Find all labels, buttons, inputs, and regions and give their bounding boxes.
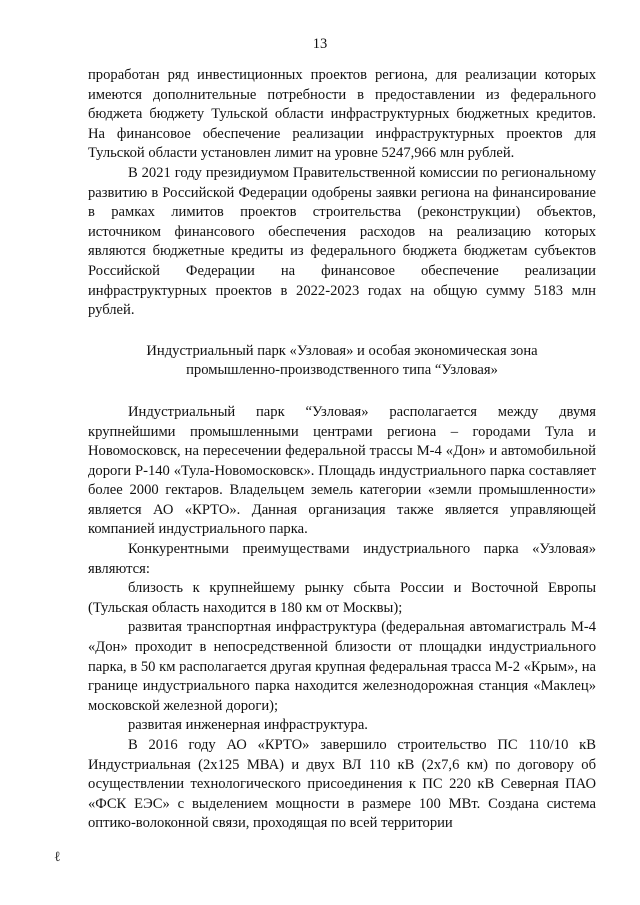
paragraph-advantage-engineering: развитая инженерная инфраструктура.: [128, 717, 368, 734]
margin-mark: ℓ: [54, 850, 61, 865]
paragraph-advantage-market: близость к крупнейшему рынку сбыта России и Восточной Европы (Тульская область находится в 180 км от Москвы);: [88, 580, 596, 616]
paragraph-park-location: Индустриальный парк “Узловая» располагается между двумя крупнейшими промышленными центрами региона – городами Тула и Новомосковск, на пересечении федеральной трассы М-4 «Дон» и автомобильной дороги Р-140 «Тула-Новомосковск». Площадь индустриального парка составляет более 2000 гектаров. Владельцем земель категории «земли промышленности» является АО «КРТО». Данная организация также является управляющей компанией индустриального парка.: [88, 403, 596, 538]
page-number: 13: [312, 36, 328, 52]
paragraph-advantage-transport: развитая транспортная инфраструктура (федеральная автомагистраль М-4 «Дон» проходит в непосредственной близости от площадки индустриального парка, в 50 км располагается другая крупная федеральная трасса М-2 «Крым», на границе индустриального парка находится железнодорожная станция «Маклец» московской железной дороги);: [88, 619, 596, 714]
paragraph-substation-2016: В 2016 году АО «КРТО» завершило строительство ПС 110/10 кВ Индустриальная (2х125 МВА) и двух ВЛ 110 кВ (2х7,6 км) по договору об осуществлении технологического присоединения к ПС 220 кВ Северная ПАО «ФСК ЕЭС» с выделением мощности в размере 100 МВт. Создана система оптико-волоконной связи, проходящая по всей территории: [88, 737, 596, 832]
paragraph-2021-applications: В 2021 году президиумом Правительственной комиссии по региональному развитию в Российской Федерации одобрены заявки региона на финансирование в рамках лимитов проектов строительства (реконструкции) объектов, источником финансового обеспечения расходов на реализацию которых являются бюджетные кредиты из федерального бюджета бюджетам субъектов Российской Федерации на финансовое обеспечение реализации инфраструктурных проектов в 2022-2023 годах на общую сумму 5183 млн рублей.: [88, 164, 596, 319]
section-heading-line-2: промышленно-производственного типа “Узловая»: [186, 362, 498, 379]
paragraph-investment-projects: проработан ряд инвестиционных проектов региона, для реализации которых имеются дополнительные потребности в предоставлении из федерального бюджета бюджету Тульской области инфраструктурных бюджетных кредитов. На финансовое обеспечение реализации инфраструктурных проектов для Тульской области установлен лимит на уровне 5247,966 млн рублей.: [88, 67, 596, 162]
section-heading: [88, 342, 596, 381]
document-body: [88, 66, 596, 834]
paragraph-advantages-intro: Конкурентными преимуществами индустриального парка «Узловая» являются:: [88, 541, 596, 577]
section-heading-line-1: Индустриальный парк «Узловая» и особая экономическая зона: [146, 342, 538, 359]
